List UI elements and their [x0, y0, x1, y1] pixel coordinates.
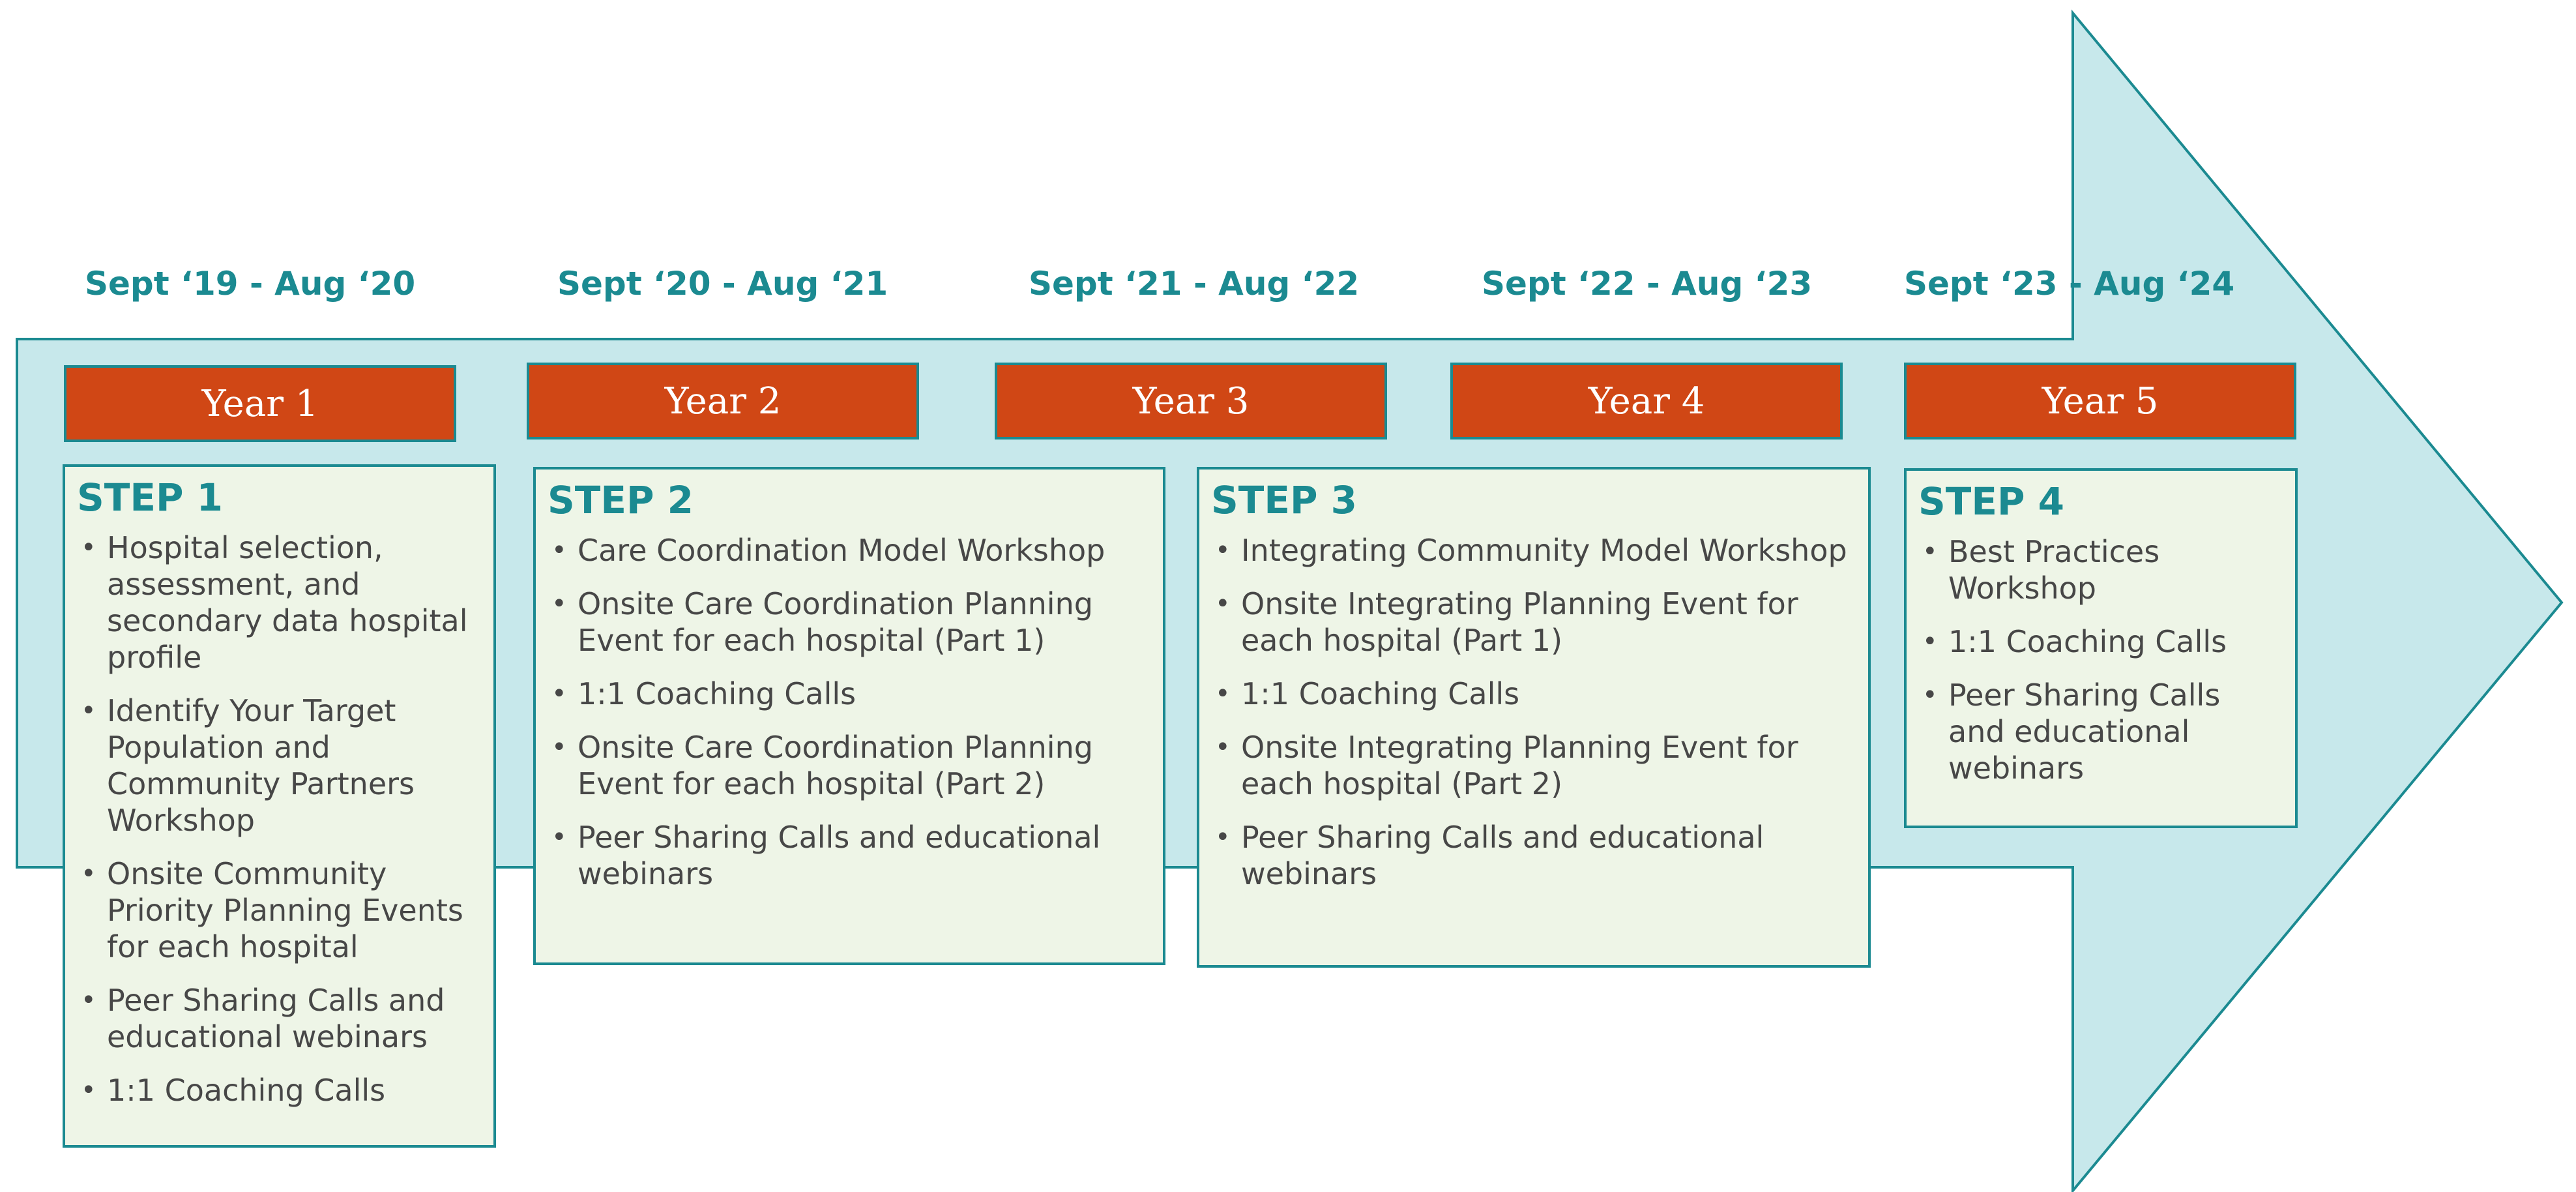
bullet-icon: •: [81, 696, 96, 726]
step-title: STEP 1: [77, 475, 224, 520]
list-item: [548, 729, 1150, 802]
bullet-icon: •: [1215, 732, 1231, 762]
list-item: [77, 693, 480, 839]
bullet-icon: •: [1215, 679, 1231, 709]
list-item-text: Best Practices Workshop: [1948, 534, 2160, 606]
list-item-text: Peer Sharing Calls and educational webinars: [1241, 820, 1764, 891]
list-item: [1918, 623, 2282, 660]
list-item: [1211, 676, 1855, 712]
step-title: STEP 3: [1211, 478, 1358, 522]
list-item-text: 1:1 Coaching Calls: [578, 676, 856, 711]
step-list: [77, 529, 480, 1109]
period-label-4: Sept ‘22 - Aug ‘23: [1482, 265, 1813, 303]
bullet-icon: •: [1922, 680, 1938, 710]
step-list: [1211, 532, 1855, 892]
list-item-text: Onsite Community Priority Planning Events for each hospital: [107, 856, 463, 964]
bullet-icon: •: [1922, 627, 1938, 657]
step-box-4: [1904, 468, 2298, 828]
step-title: STEP 2: [548, 478, 694, 522]
list-item: [77, 982, 480, 1055]
year-box-1: Year 1: [64, 365, 456, 442]
bullet-icon: •: [551, 679, 567, 709]
list-item: [548, 532, 1150, 569]
list-item: [548, 819, 1150, 892]
step-list: [548, 532, 1150, 892]
bullet-icon: •: [1922, 537, 1938, 567]
list-item-text: Integrating Community Model Workshop: [1241, 533, 1847, 568]
bullet-icon: •: [81, 533, 96, 563]
step-list: [1918, 533, 2282, 786]
bullet-icon: •: [81, 859, 96, 889]
list-item-text: 1:1 Coaching Calls: [1948, 624, 2227, 659]
list-item-text: Onsite Integrating Planning Event for each hospital (Part 2): [1241, 730, 1798, 801]
list-item: [1211, 532, 1855, 569]
list-item-text: Identify Your Target Population and Community Partners Workshop: [107, 693, 415, 838]
list-item: [77, 856, 480, 965]
list-item-text: Peer Sharing Calls and educational webinars: [578, 820, 1101, 891]
list-item-text: 1:1 Coaching Calls: [1241, 676, 1520, 711]
list-item: [1918, 533, 2282, 606]
bullet-icon: •: [81, 985, 96, 1015]
bullet-icon: •: [551, 822, 567, 852]
list-item: [1211, 819, 1855, 892]
bullet-icon: •: [551, 535, 567, 565]
list-item: [77, 529, 480, 676]
step-box-1: [63, 464, 496, 1148]
list-item-text: Onsite Care Coordination Planning Event for each hospital (Part 2): [578, 730, 1093, 801]
list-item: [1918, 677, 2282, 786]
list-item-text: 1:1 Coaching Calls: [107, 1073, 386, 1108]
list-item: [77, 1072, 480, 1109]
year-box-5: Year 5: [1904, 363, 2296, 440]
list-item-text: Peer Sharing Calls and educational webinars: [1948, 678, 2221, 786]
bullet-icon: •: [1215, 589, 1231, 619]
year-box-4: Year 4: [1450, 363, 1843, 440]
list-item-text: Peer Sharing Calls and educational webinars: [107, 983, 445, 1054]
list-item: [1211, 586, 1855, 659]
bullet-icon: •: [81, 1075, 96, 1105]
step-title: STEP 4: [1918, 479, 2065, 524]
bullet-icon: •: [1215, 535, 1231, 565]
step-box-2: [533, 467, 1165, 965]
period-label-2: Sept ‘20 - Aug ‘21: [557, 265, 888, 303]
bullet-icon: •: [551, 589, 567, 619]
period-label-3: Sept ‘21 - Aug ‘22: [1029, 265, 1360, 303]
list-item-text: Care Coordination Model Workshop: [578, 533, 1105, 568]
list-item-text: Onsite Integrating Planning Event for each hospital (Part 1): [1241, 586, 1798, 658]
period-label-1: Sept ‘19 - Aug ‘20: [85, 265, 416, 303]
list-item-text: Hospital selection, assessment, and secondary data hospital profile: [107, 530, 468, 675]
year-box-3: Year 3: [995, 363, 1387, 440]
list-item: [548, 586, 1150, 659]
year-box-2: Year 2: [527, 363, 919, 440]
bullet-icon: •: [551, 732, 567, 762]
list-item: [1211, 729, 1855, 802]
list-item: [548, 676, 1150, 712]
period-label-5: Sept ‘23 - Aug ‘24: [1904, 265, 2235, 303]
step-box-3: [1197, 467, 1871, 968]
list-item-text: Onsite Care Coordination Planning Event for each hospital (Part 1): [578, 586, 1093, 658]
bullet-icon: •: [1215, 822, 1231, 852]
